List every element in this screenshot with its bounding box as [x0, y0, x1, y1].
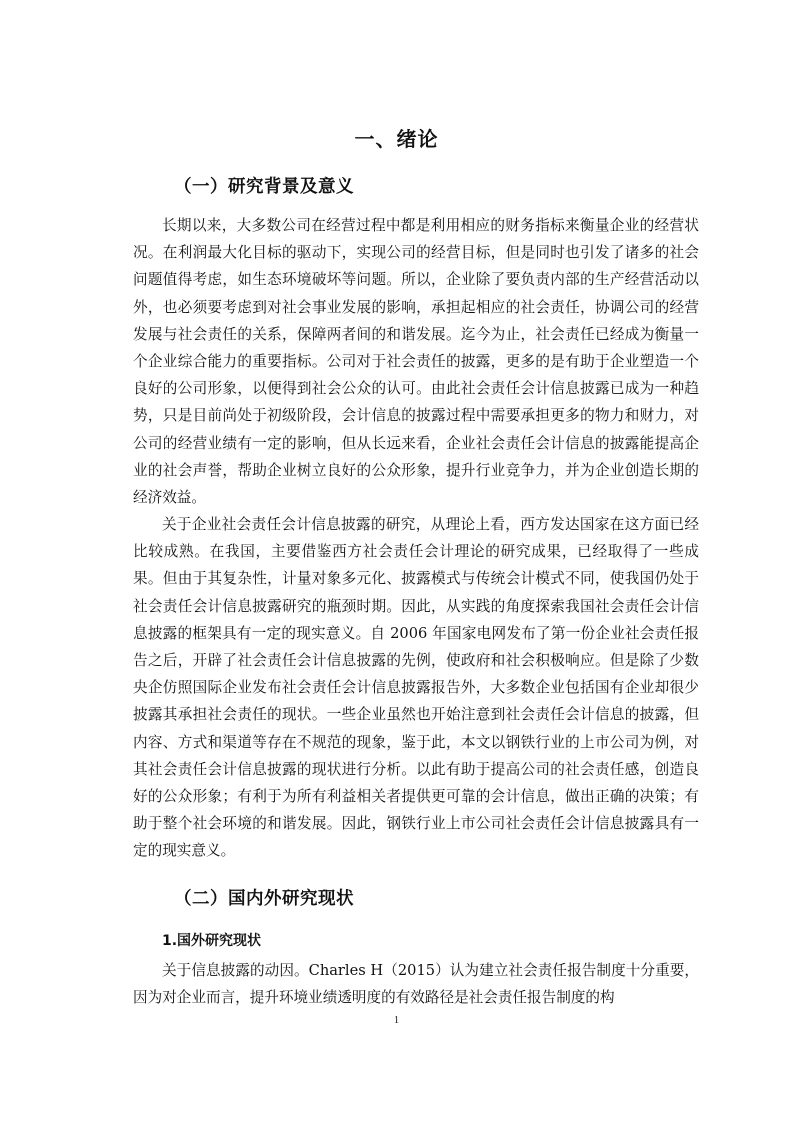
paragraph-background-2: 关于企业社会责任会计信息披露的研究，从理论上看，西方发达国家在这方面已经比较成熟。在我国，主要借鉴西方社会责任会计理论的研究成果，已经取得了一些成果。但由于其复杂性，计量对象多元化、披露模式与传统会计模式不同，使我国仍处于社会责任会计信息披露研究的瓶颈时期。因此，从实践的角度探索我国社会责任会计信息披露的框架具有一定的现实意义。自 2006 年国家电网发布了第一份企业社会责任报告之后，开辟了社会责任会计信息披露的先例，使政府和社会积极响应。但是除了少数央企仿照国际企业发布社会责任会计信息披露报告外，大多数企业包括国有企业却很少披露其承担社会责任的现状。一些企业虽然也开始注意到社会责任会计信息的披露，但内容、方式和渠道等存在不规范的现象，鉴于此，本文以钢铁行业的上市公司为例，对其社会责任会计信息披露的现状进行分析。以此有助于提高公司的社会责任感，创造良好的公众形象；有利于为所有利益相关者提供更可靠的会计信息，做出正确的决策；有助于整个社会环境的和谐发展。因此，钢铁行业上市公司社会责任会计信息披露具有一定的现实意义。: [133, 516, 699, 860]
paragraph-foreign-research-1: 关于信息披露的动因。Charles H（2015）认为建立社会责任报告制度十分重要，因为对企业而言，提升环境业绩透明度的有效路径是社会责任报告制度的构: [133, 962, 699, 1007]
section-heading-research-status: （二）国内外研究现状: [174, 889, 354, 909]
chapter-title: 一、绪论: [354, 127, 439, 151]
section-heading-background: （一）研究背景及意义: [174, 177, 354, 197]
page-number: 1: [394, 1015, 399, 1026]
subsection-heading-foreign-research: 1.国外研究现状: [162, 933, 262, 949]
paragraph-background-1: 长期以来，大多数公司在经营过程中都是利用相应的财务指标来衡量企业的经营状况。在利润最大化目标的驱动下，实现公司的经营目标，但是同时也引发了诸多的社会问题值得考虑，如生态环境破坏等问题。所以，企业除了要负责内部的生产经营活动以外，也必须要考虑到对社会事业发展的影响，承担起相应的社会责任，协调公司的经营发展与社会责任的关系，保障两者间的和谐发展。迄今为止，社会责任已经成为衡量一个企业综合能力的重要指标。公司对于社会责任的披露，更多的是有助于企业塑造一个良好的公司形象，以便得到社会公众的认可。由此社会责任会计信息披露已成为一种趋势，只是目前尚处于初级阶段，会计信息的披露过程中需要承担更多的物力和财力，对公司的经营业绩有一定的影响，但从长远来看，企业社会责任会计信息的披露能提高企业的社会声誉，帮助企业树立良好的公众形象，提升行业竞争力，并为企业创造长期的经济效益。: [133, 217, 699, 507]
